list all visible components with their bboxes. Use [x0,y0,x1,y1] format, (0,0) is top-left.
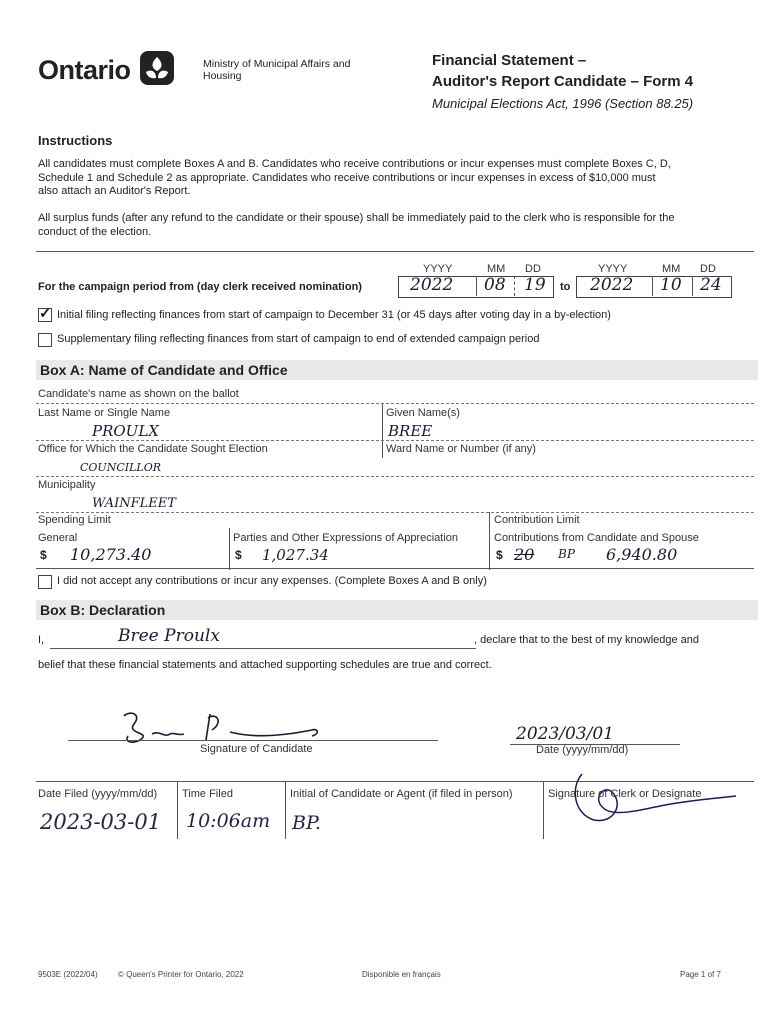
signature-label: Signature of Candidate [200,743,313,755]
page-number: Page 1 of 7 [680,970,721,979]
instructions-para2: All surplus funds (after any refund to the candidate or their spouse) shall be immediately paid to the clerk who is responsible for the conduct of the election. [38,212,675,238]
yyyy-label-to: YYYY [598,263,628,275]
to-month: 10 [660,275,682,295]
from-day: 19 [524,275,546,295]
act-reference: Municipal Elections Act, 1996 (Section 88.25) [432,96,694,111]
campaign-period-label: For the campaign period from (day clerk received nomination) [38,281,362,293]
initial-agent-value[interactable]: BP. [292,812,321,834]
parties-dollar: $ [235,548,242,562]
office-label: Office for Which the Candidate Sought Election [38,443,268,455]
given-names-label: Given Name(s) [386,407,460,419]
instructions-para1: All candidates must complete Boxes A and B. Candidates who receive contributions or incur expenses must complete Boxes C, D, Schedule 1 and Schedule 2 as appropriate. Candidates who receive contributions or incur expenses in excess of $10,000 must also attach an Auditor's Report. [38,158,671,197]
initial-filing-label: Initial filing reflecting finances from start of campaign to December 31 (or 45 days after voting day in a by-election) [57,309,611,321]
ballot-name-note: Candidate's name as shown on the ballot [38,388,239,400]
contribution-dollar: $ [496,548,503,562]
contribution-limit-label: Contribution Limit [494,514,580,526]
candidate-signature[interactable] [112,708,332,748]
form-title-line2: Auditor's Report Candidate – Form 4 [432,73,694,90]
initial-filing-checkbox[interactable] [38,305,52,322]
clerk-signature[interactable] [560,770,740,832]
general-label: General [38,532,78,544]
yyyy-label-from: YYYY [423,263,453,275]
declaration-date-value[interactable]: 2023/03/01 [516,724,614,744]
to-day: 24 [700,275,722,295]
ontario-logo [38,50,175,86]
declaration-i: I, [38,634,45,646]
dd-label-from: DD [525,263,541,275]
declaration-text: , declare that to the best of my knowledge and [474,634,700,646]
ward-label: Ward Name or Number (if any) [386,443,536,455]
municipality-label: Municipality [38,479,96,491]
office-value[interactable]: COUNCILLOR [80,461,162,474]
instructions-heading: Instructions [38,133,113,148]
contribution-struck-value: 20 [514,545,535,564]
copyright: © Queen's Printer for Ontario, 2022 [118,970,244,979]
parties-label: Parties and Other Expressions of Appreciation [233,532,459,544]
box-a-heading: Box A: Name of Candidate and Office [36,360,758,380]
brand-wordmark: Ontario [38,55,131,85]
contribution-from-label: Contributions from Candidate and Spouse [494,532,699,544]
supplementary-filing-label: Supplementary filing reflecting finances from start of campaign to end of extended campaign period [57,333,540,345]
initial-agent-label: Initial of Candidate or Agent (if filed in person) [290,788,513,800]
checkmark-icon: ✓ [39,305,52,322]
mm-label-to: MM [662,263,681,275]
from-year: 2022 [410,275,454,295]
no-contributions-label: I did not accept any contributions or incur any expenses. (Complete Boxes A and B only) [57,575,487,587]
mm-label-from: MM [487,263,506,275]
time-filed-value[interactable]: 10:06am [186,810,271,832]
given-names-value[interactable]: BREE [388,422,433,440]
french-availability: Disponible en français [362,970,441,979]
time-filed-label: Time Filed [182,788,233,800]
declaration-date-label: Date (yyyy/mm/dd) [536,744,629,756]
contribution-value[interactable]: 6,940.80 [606,545,678,564]
last-name-value[interactable]: PROULX [92,422,159,440]
belief-text: belief that these financial statements and attached supporting schedules are true and correct. [38,659,492,671]
general-dollar: $ [40,548,47,562]
form-title-line1: Financial Statement – [432,52,587,69]
clerk-signature-label: Signature of Clerk or Designate [548,788,702,800]
no-contributions-checkbox[interactable] [38,575,52,589]
trillium-icon [139,50,175,86]
ministry-name: Ministry of Municipal Affairs and Housing [203,58,351,82]
to-label: to [560,281,571,293]
to-year: 2022 [590,275,634,295]
form-number: 9503E (2022/04) [38,970,98,979]
supplementary-filing-checkbox[interactable] [38,333,52,347]
dd-label-to: DD [700,263,716,275]
contribution-initials: BP [558,547,575,561]
last-name-label: Last Name or Single Name [38,407,171,419]
parties-value[interactable]: 1,027.34 [262,546,329,564]
spending-limit-label: Spending Limit [38,514,111,526]
municipality-value[interactable]: WAINFLEET [92,496,176,511]
date-filed-value[interactable]: 2023-03-01 [40,810,162,834]
date-filed-label: Date Filed (yyyy/mm/dd) [38,788,158,800]
declarant-name[interactable]: Bree Proulx [118,626,220,646]
box-b-heading: Box B: Declaration [36,600,758,620]
general-value[interactable]: 10,273.40 [70,545,152,564]
from-month: 08 [484,275,506,295]
